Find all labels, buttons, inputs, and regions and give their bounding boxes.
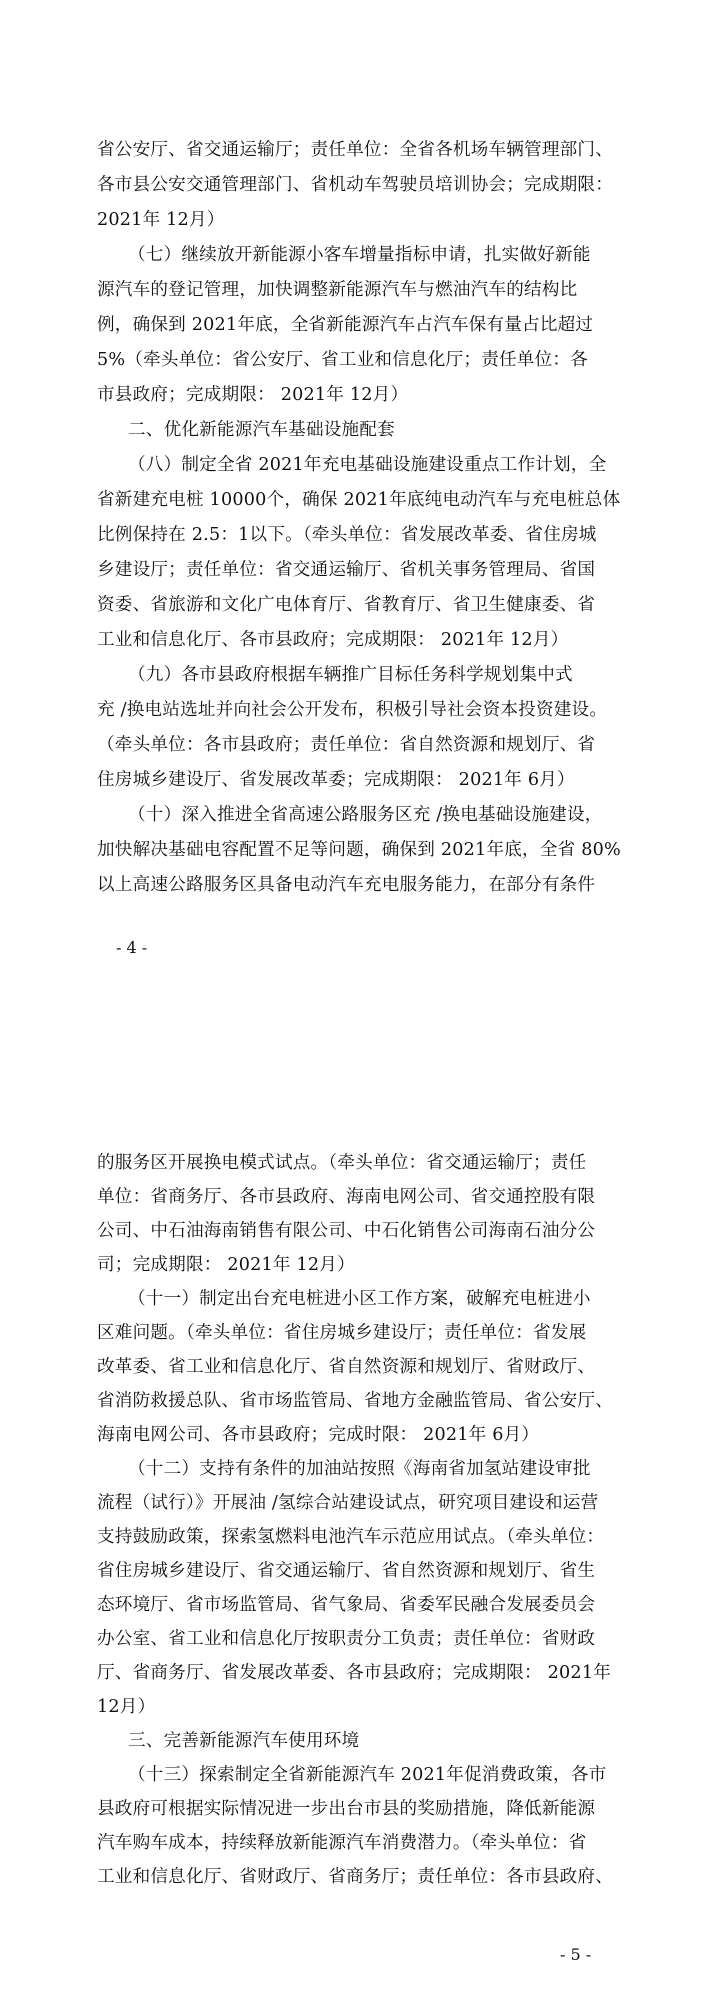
text-line: （九）各市县政府根据车辆推广目标任务科学规划集中式 [128,665,573,685]
text-line: 省住房城乡建设厅、省交通运输厅、省自然资源和规划厅、省生 [97,1561,596,1581]
text-line: 县政府可根据实际情况进一步出台市县的奖励措施，降低新能源 [97,1799,596,1819]
text-line: 以上高速公路服务区具备电动汽车充电服务能力，在部分有条件 [97,875,596,895]
text-line: 厅、省商务厅、省发展改革委、各市县政府；完成期限： 2021年 [97,1663,612,1683]
section-heading: 二、优化新能源汽车基础设施配套 [128,420,395,440]
page-number: - 4 - [116,938,148,957]
text-line: （八）制定全省 2021年充电基础设施建设重点工作计划，全 [128,455,607,475]
document-page-4 [0,0,720,1000]
text-line: 5%（牵头单位：省公安厅、省工业和信息化厅；责任单位：各 [97,350,588,370]
text-line: 海南电网公司、各市县政府；完成时限： 2021年 6月） [97,1425,540,1445]
text-line: 比例保持在 2.5：1以下。（牵头单位：省发展改革委、省住房城 [97,525,597,545]
text-line: 乡建设厅；责任单位：省交通运输厅、省机关事务管理局、省国 [97,560,596,580]
text-line: （十）深入推进全省高速公路服务区充 /换电基础设施建设， [128,805,603,825]
text-line: 工业和信息化厅、各市县政府；完成期限： 2021年 12月） [97,630,569,650]
text-line: 单位：省商务厅、各市县政府、海南电网公司、省交通控股有限 [97,1187,596,1207]
text-line: 办公室、省工业和信息化厅按职责分工负责；责任单位：省财政 [97,1629,596,1649]
text-line: 住房城乡建设厅、省发展改革委；完成期限： 2021年 6月） [97,770,575,790]
text-line: 源汽车的登记管理，加快调整新能源汽车与燃油汽车的结构比 [97,280,578,300]
text-line: 司；完成期限： 2021年 12月） [97,1255,355,1275]
text-line: 区难问题。（牵头单位：省住房城乡建设厅；责任单位：省发展 [97,1323,587,1343]
text-line: 流程（试行）》开展油 /氢综合站建设试点，研究项目建设和运营 [97,1493,599,1513]
text-line: 各市县公安交通管理部门、省机动车驾驶员培训协会；完成期限： [97,175,614,195]
text-line: 态环境厅、省市场监管局、省气象局、省委军民融合发展委员会 [97,1595,596,1615]
text-line: （十二）支持有条件的加油站按照《海南省加氢站建设审批 [128,1459,591,1479]
text-line: 省消防救援总队、省市场监管局、省地方金融监管局、省公安厅、 [97,1391,614,1411]
text-line: 公司、中石油海南销售有限公司、中石化销售公司海南石油分公 [97,1221,596,1241]
text-line: 市县政府；完成期限： 2021年 12月） [97,385,409,405]
text-line: 省公安厅、省交通运输厅；责任单位：全省各机场车辆管理部门、 [97,140,614,160]
text-line: （七）继续放开新能源小客车增量指标申请，扎实做好新能 [128,245,591,265]
text-line: 工业和信息化厅、省财政厅、省商务厅；责任单位：各市县政府、 [97,1867,614,1887]
section-heading: 三、完善新能源汽车使用环境 [128,1731,360,1751]
text-line: 改革委、省工业和信息化厅、省自然资源和规划厅、省财政厅、 [97,1357,596,1377]
text-line: 2021年 12月） [97,210,225,230]
text-line: （牵头单位：各市县政府；责任单位：省自然资源和规划厅、省 [97,735,596,755]
text-line: 加快解决基础电容配置不足等问题，确保到 2021年底，全省 80% [97,840,621,860]
text-line: 例，确保到 2021年底，全省新能源汽车占汽车保有量占比超过 [97,315,594,335]
text-line: 充 /换电站选址并向社会公开发布，积极引导社会资本投资建设。 [97,700,608,720]
page-number: - 5 - [560,1945,592,1964]
text-line: 汽车购车成本，持续释放新能源汽车消费潜力。（牵头单位：省 [97,1833,587,1853]
document-page-5 [0,1000,720,2003]
text-line: 支持鼓励政策，探索氢燃料电池汽车示范应用试点。（牵头单位： [97,1527,605,1547]
text-line: 资委、省旅游和文化广电体育厅、省教育厅、省卫生健康委、省 [97,595,596,615]
text-line: 省新建充电桩 10000个，确保 2021年底纯电动汽车与充电桩总体 [97,490,621,510]
text-line: 12月） [97,1697,156,1717]
text-line: （十一）制定出台充电桩进小区工作方案，破解充电桩进小 [128,1289,591,1309]
text-line: 的服务区开展换电模式试点。（牵头单位：省交通运输厅；责任 [97,1153,587,1173]
text-line: （十三）探索制定全省新能源汽车 2021年促消费政策，各市 [128,1765,607,1785]
